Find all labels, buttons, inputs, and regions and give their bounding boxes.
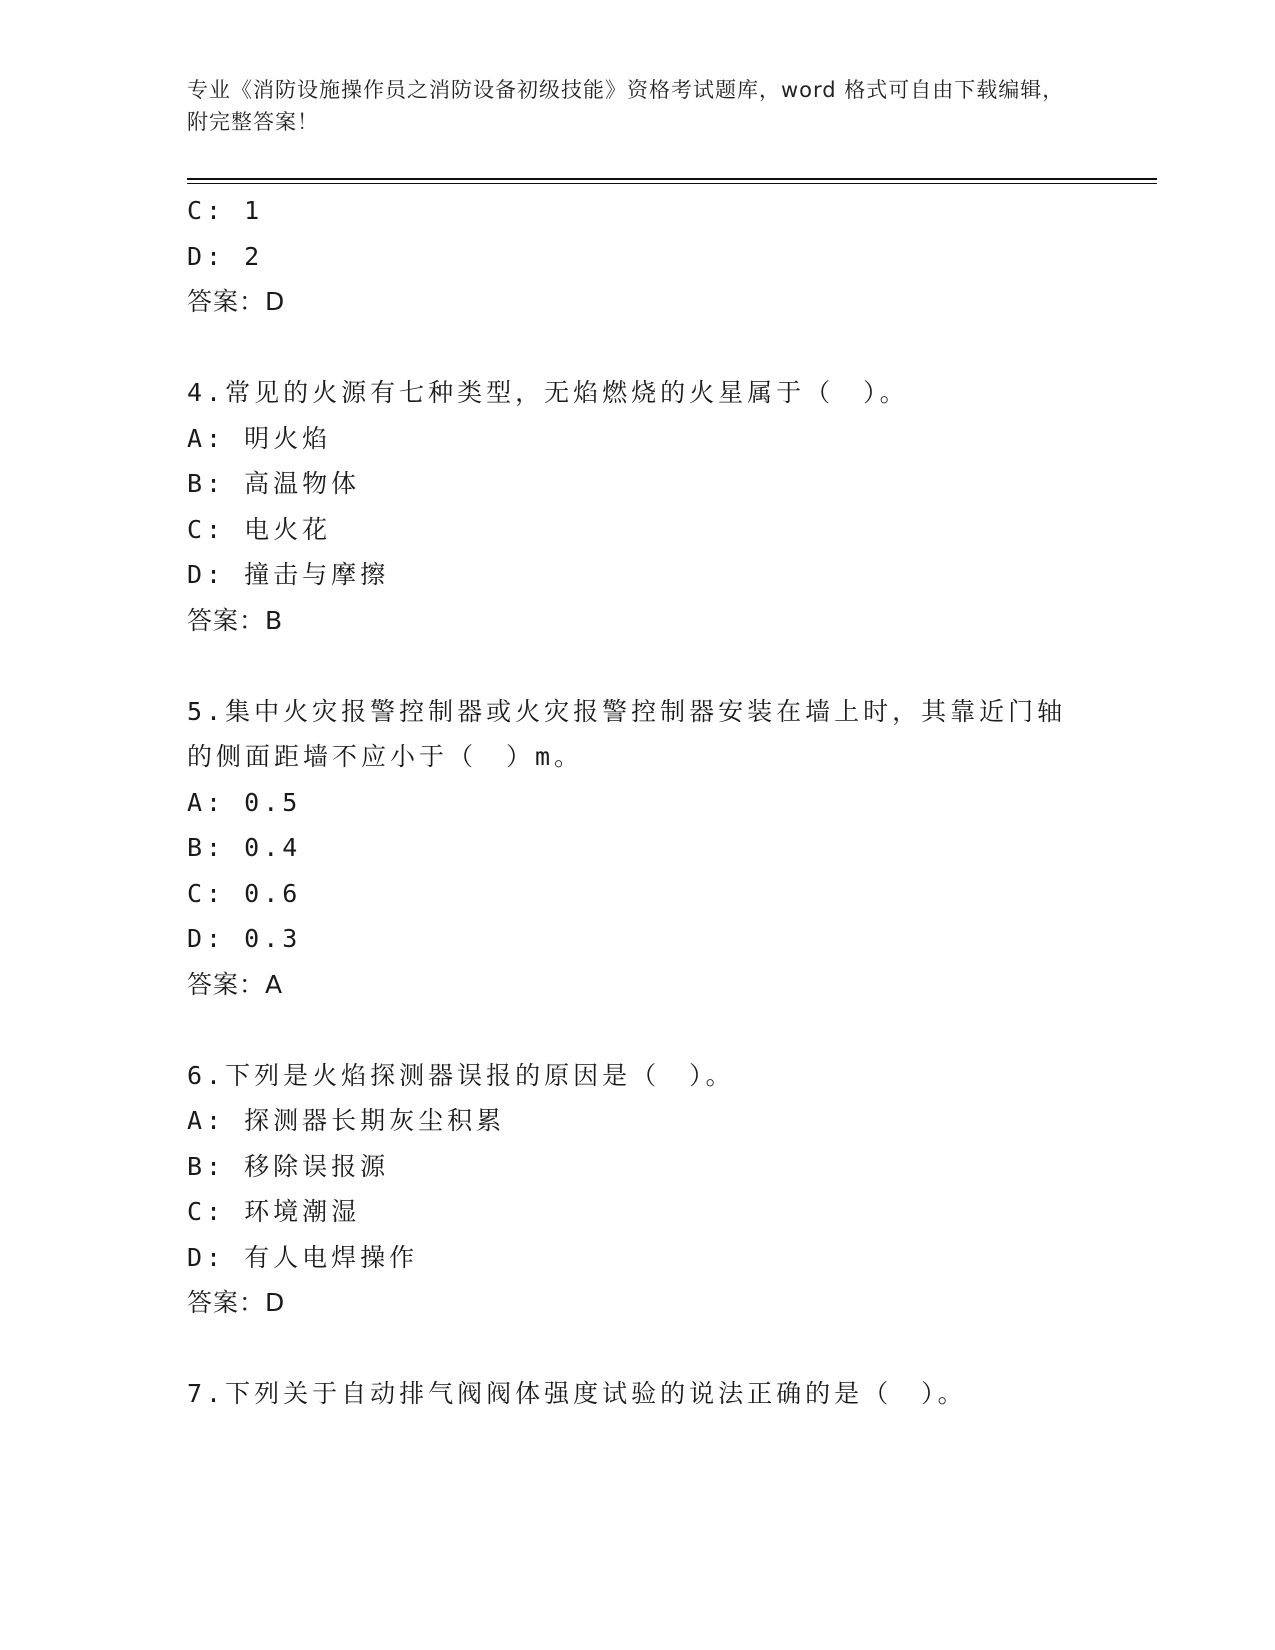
- question-block-3: [187, 188, 1087, 325]
- answer-line: 答案：A: [187, 969, 284, 999]
- spacer: [187, 1007, 1087, 1053]
- option-b: B: 0.4: [187, 833, 302, 862]
- document-header: 专业《消防设施操作员之消防设备初级技能》资格考试题库，word 格式可自由下载编辑，附完整答案！: [187, 78, 1065, 134]
- option-a: A: 明火焰: [187, 423, 332, 453]
- header-divider-thick: [187, 178, 1157, 180]
- option-d: D: 2: [187, 241, 264, 271]
- question-stem: 7.下列关于自动排气阀阀体强度试验的说法正确的是（ ）。: [187, 1379, 967, 1408]
- spacer: [187, 325, 1087, 371]
- question-stem: 5.集中火灾报警控制器或火灾报警控制器安装在墙上时，其靠近门轴的侧面距墙不应小于（ ）m。: [187, 696, 1067, 771]
- option-d: D: 有人电焊操作: [187, 1242, 419, 1272]
- answer-line: 答案：D: [187, 1288, 286, 1317]
- spacer: [187, 1326, 1087, 1372]
- question-block-7: [187, 1371, 1087, 1417]
- question-block-4: [187, 370, 1087, 643]
- spacer: [187, 643, 1087, 689]
- option-c: C: 1: [187, 196, 264, 225]
- option-a: A: 0.5: [187, 787, 302, 817]
- option-c: C: 环境潮湿: [187, 1197, 361, 1226]
- question-block-6: [187, 1053, 1087, 1326]
- question-stem: 6.下列是火焰探测器误报的原因是（ ）。: [187, 1060, 735, 1090]
- option-a: A: 探测器长期灰尘积累: [187, 1106, 506, 1135]
- option-c: C: 电火花: [187, 514, 332, 544]
- option-d: D: 0.3: [187, 924, 302, 953]
- option-b: B: 移除误报源: [187, 1151, 390, 1181]
- option-c: C: 0.6: [187, 878, 302, 908]
- question-block-5: [187, 689, 1087, 1008]
- answer-line: 答案：D: [187, 287, 286, 316]
- question-stem: 4.常见的火源有七种类型，无焰燃烧的火星属于（ ）。: [187, 378, 909, 407]
- question-list: [187, 188, 1087, 1417]
- option-d: D: 撞击与摩擦: [187, 560, 390, 589]
- answer-line: 答案：B: [187, 605, 284, 635]
- header-divider-thin: [187, 183, 1157, 184]
- option-b: B: 高温物体: [187, 469, 361, 498]
